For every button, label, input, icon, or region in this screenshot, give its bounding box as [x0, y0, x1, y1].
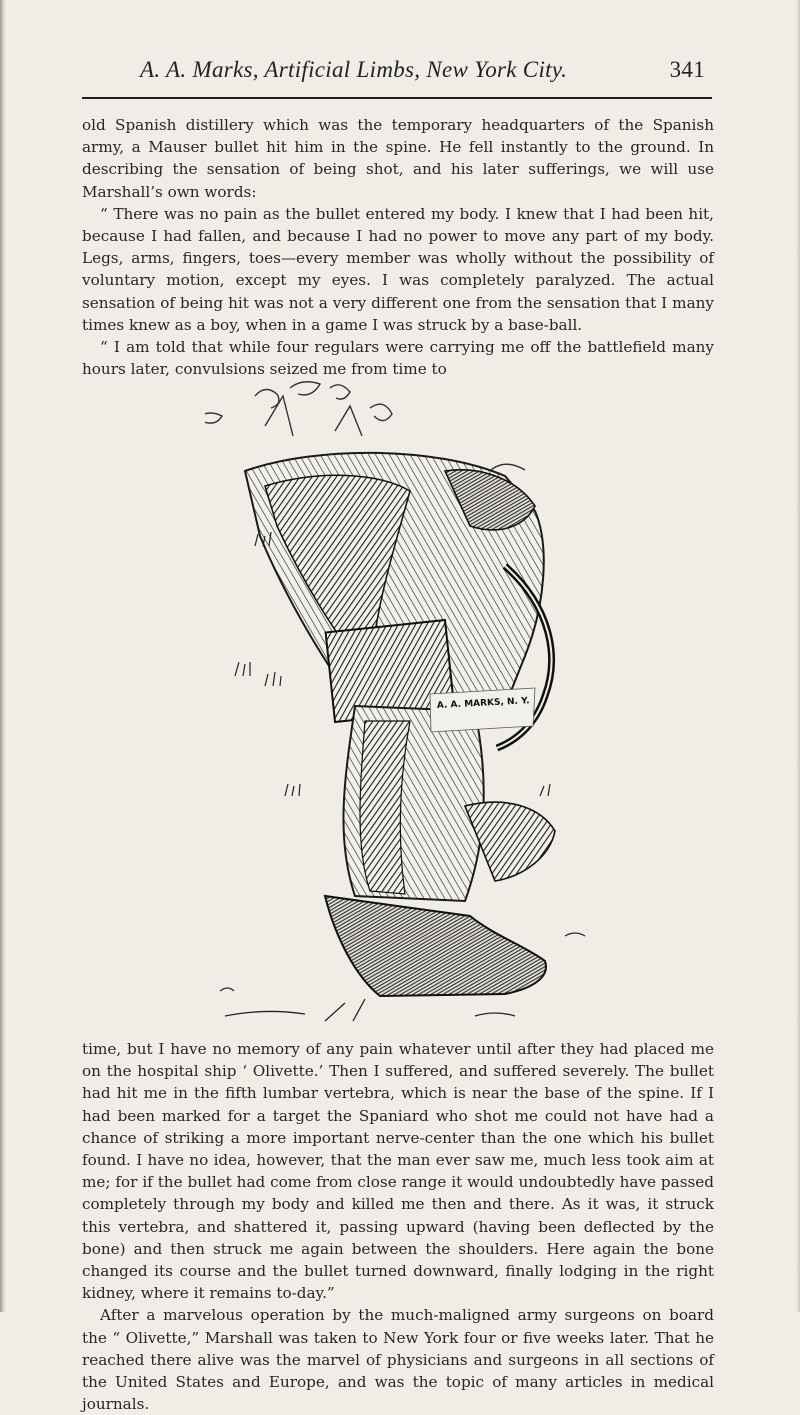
page-edge-right [796, 0, 800, 1312]
paragraph: time, but I have no memory of any pain whatever until after they had placed me on the hospital ship ‘ Olivette.’ Then I suffered, and suffered severely. The bullet had hit me in the fifth lumbar vertebra, which is near the base of the spine. If I had been marked for a target the Spaniard who shot me could not have had a chance of striking a more important nerve-center than the one which his bullet found. I have no idea, however, that the man ever saw me, much less took aim at me; for if the bullet had come from close range it would undoubtedly have passed completely through my body and killed me then and there. As it was, it struck this vertebra, and shattered it, passing upward (having been deflected by the bone) and then struck me again between the shoulders. Here again the bone changed its course and the bullet turned downward, finally lodging in the right kidney, where it remains to-day.” [82, 1040, 714, 1303]
ground-strokes [225, 999, 515, 1021]
paragraph: “ There was no pain as the bullet entered my body. I knew that I had been hit, because I had fallen, and because I had no power to move any part of my body. Legs, arms, fingers, toes—every member was wholly without the possibility of voluntary motion, except my eyes. I was completely paralyzed. The actual sensation of being hit was not a very different one from the sensation that I many times knew as a boy, when in a game I was struck by a base-ball. [82, 204, 714, 334]
page-edge-shadow [0, 0, 6, 1312]
running-head [140, 55, 705, 85]
foot [325, 896, 546, 996]
page-number: 341 [669, 57, 705, 82]
body-text-bottom [82, 1038, 714, 1415]
paragraph: “ I am told that while four regulars were carrying me off the battlefield many hours later, convulsions seized me from time to [82, 338, 714, 379]
artificial-leg-engraving [205, 376, 605, 1032]
paragraph: After a marvelous operation by the much-maligned army surgeons on board the “ Olivette,” Marshall was taken to New York four or five weeks later. That he reached there alive was the marvel of physicians and surgeons in all sections of the United States and Europe, and was the topic of many articles in medical journals. [82, 1306, 714, 1414]
engraving-illustration [205, 376, 605, 1032]
running-head-title: A. A. Marks, Artificial Limbs, New York City. [140, 57, 568, 82]
maker-mark: A. A. MARKS, N. Y. [436, 696, 530, 711]
body-text-top [82, 114, 714, 380]
header-rule [82, 97, 712, 99]
paragraph: old Spanish distillery which was the temporary headquarters of the Spanish army, a Mauser bullet hit him in the spine. He fell instantly to the ground. In describing the sensation of being shot, and his later sufferings, we will use Marshall’s own words: [82, 116, 714, 201]
ankle-strap [465, 802, 555, 881]
